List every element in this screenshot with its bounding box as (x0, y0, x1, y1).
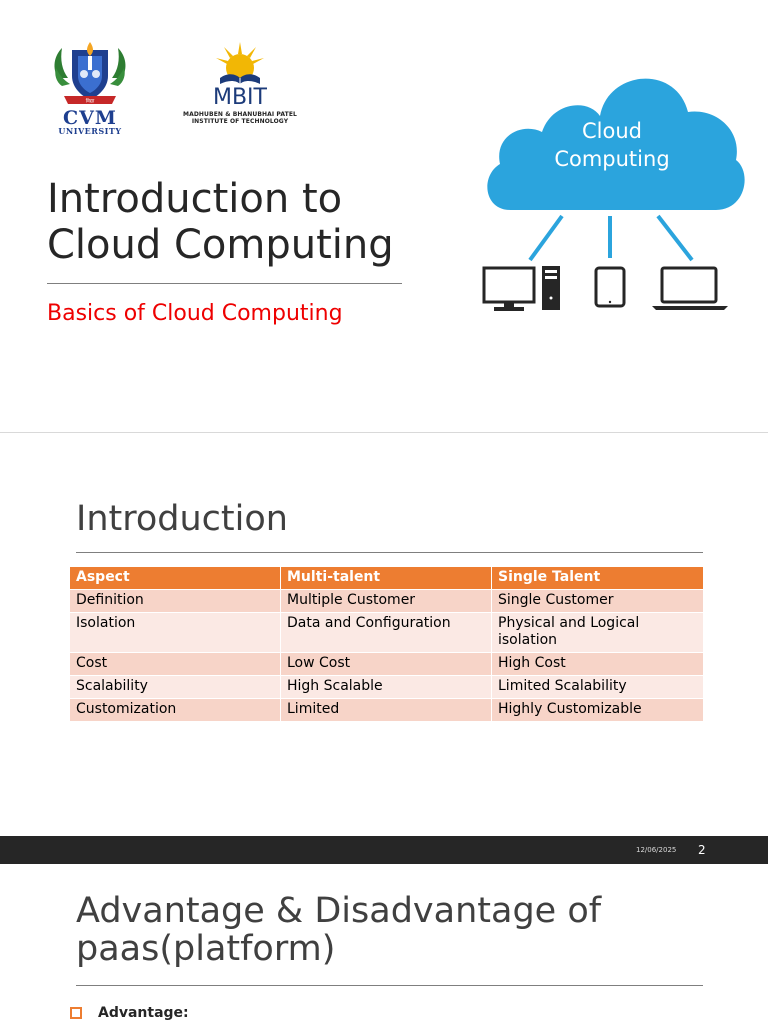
table-cell: Isolation (70, 613, 281, 653)
table-cell: Limited Scalability (492, 676, 704, 699)
table-cell: High Scalable (281, 676, 492, 699)
table-header-row (70, 567, 704, 590)
table-row (70, 613, 704, 653)
slide-title (76, 892, 716, 968)
table-cell: Multiple Customer (281, 590, 492, 613)
table-row (70, 653, 704, 676)
slide-title-line-2: paas(platform) (76, 929, 336, 969)
table-cell: Low Cost (281, 653, 492, 676)
cvm-logo-subtext: UNIVERSITY (58, 126, 122, 136)
cloud-icon (487, 79, 744, 210)
cvm-emblem-icon (48, 38, 132, 110)
connector-line (658, 216, 692, 260)
table-cell: Physical and Logical isolation (492, 613, 704, 653)
table-cell: Single Customer (492, 590, 704, 613)
slide-title: Introduction (76, 499, 288, 539)
title-divider (76, 985, 703, 986)
table-cell: Definition (70, 590, 281, 613)
slide-title-line-2: Cloud Computing (47, 222, 394, 268)
cloud-label-line-2: Computing (554, 147, 670, 171)
slide-title-line-1: Introduction to (47, 176, 343, 222)
table-row (70, 590, 704, 613)
introduction-slide (0, 433, 768, 865)
slide-subtitle: Basics of Cloud Computing (47, 301, 343, 326)
tablet-icon (596, 268, 624, 306)
mbit-logo-subtext-2: INSTITUTE OF TECHNOLOGY (191, 118, 289, 125)
table-cell: Cost (70, 653, 281, 676)
table-header-multi-talent: Multi-talent (281, 567, 492, 590)
slide-number: 2 (698, 843, 706, 857)
table-cell: Data and Configuration (281, 613, 492, 653)
table-row (70, 699, 704, 722)
table-cell: Highly Customizable (492, 699, 704, 722)
slide-title-line-1: Advantage & Disadvantage of (76, 891, 602, 931)
cvm-university-logo (48, 38, 132, 134)
table-cell: Limited (281, 699, 492, 722)
table-cell: Customization (70, 699, 281, 722)
slide-title (47, 176, 447, 268)
svg-text:विद्या: विद्या (85, 98, 95, 105)
table-header-single-talent: Single Talent (492, 567, 704, 590)
cvm-logo-text: CVM (63, 107, 117, 129)
footer-date: 12/06/2025 (636, 846, 677, 854)
table-cell: Scalability (70, 676, 281, 699)
table-header-aspect: Aspect (70, 567, 281, 590)
title-divider (76, 552, 703, 553)
bullet-text: Advantage: (98, 1005, 189, 1021)
cloud-label-line-1: Cloud (582, 119, 642, 143)
slide-footer-bar (0, 836, 768, 864)
comparison-table (69, 566, 704, 722)
tower-icon (542, 266, 560, 310)
laptop-icon (652, 268, 728, 310)
mbit-emblem-icon (180, 38, 300, 86)
square-bullet-icon (70, 1007, 82, 1019)
advantage-slide (0, 864, 768, 1024)
mbit-logo (180, 38, 300, 134)
connector-line (530, 216, 562, 260)
cloud-computing-illustration (470, 48, 746, 318)
mbit-logo-text: MBIT (212, 85, 267, 110)
table-cell: High Cost (492, 653, 704, 676)
desktop-icon (484, 268, 534, 311)
mbit-logo-subtext-1: MADHUBEN & BHANUBHAI PATEL (183, 111, 297, 118)
title-slide (0, 0, 768, 432)
table-row (70, 676, 704, 699)
title-divider (47, 283, 402, 284)
